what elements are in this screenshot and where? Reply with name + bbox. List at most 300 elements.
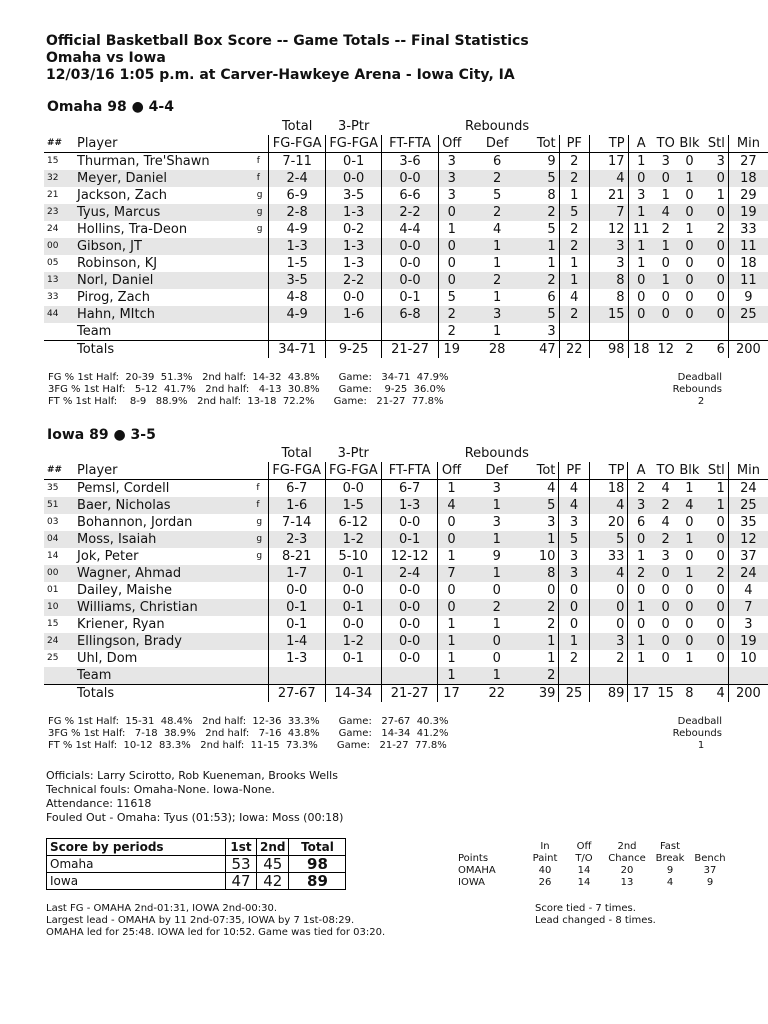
cell-def-reb: 1 bbox=[492, 617, 501, 632]
cell-def-reb: 1 bbox=[465, 531, 529, 548]
cell-pf: 2 bbox=[559, 153, 589, 171]
table-row bbox=[44, 514, 768, 531]
totals-row bbox=[44, 341, 768, 359]
cell-pf bbox=[559, 667, 589, 685]
team-row bbox=[44, 323, 768, 341]
cell-turnovers: 1 bbox=[654, 238, 678, 255]
cell-def-reb: 1 bbox=[465, 238, 529, 255]
deadball-value: 1 bbox=[697, 740, 705, 751]
cell-three-pt: 1-2 bbox=[325, 531, 382, 548]
points-cell: Points bbox=[458, 853, 489, 864]
cell-off-reb: 3 bbox=[438, 170, 465, 187]
cell-blocks: 0 bbox=[678, 272, 702, 289]
sbp-2nd: 45 bbox=[257, 856, 289, 873]
cell-position bbox=[256, 667, 268, 685]
cell-turnovers: 12 bbox=[654, 341, 678, 359]
cell-position bbox=[256, 445, 268, 462]
cell-off-reb: 1 bbox=[438, 221, 465, 238]
cell-fg: 4-9 bbox=[269, 306, 326, 323]
box-score-table-iowa bbox=[44, 445, 768, 702]
cell-turnovers: 0 bbox=[661, 651, 670, 666]
cell-minutes: 12 bbox=[728, 531, 768, 548]
team-row bbox=[44, 667, 768, 685]
cell-player: Tyus, Marcus bbox=[77, 204, 257, 221]
cell-steals: 0 bbox=[716, 617, 725, 632]
cell-ft: 0-0 bbox=[382, 582, 438, 599]
officials: Officials: Larry Scirotto, Rob Kueneman, Brooks Wells bbox=[46, 769, 338, 782]
table-row bbox=[44, 238, 768, 255]
cell-tot-reb: Tot bbox=[529, 135, 559, 153]
cell-turnovers: 0 bbox=[654, 170, 678, 187]
cell-tp: 5 bbox=[589, 531, 628, 548]
cell-fg: 6-7 bbox=[268, 480, 325, 498]
cell-blocks: 0 bbox=[685, 549, 694, 564]
cell-def-reb: Def bbox=[465, 462, 529, 480]
shooting-percentages-iowa bbox=[48, 716, 449, 752]
cell-position bbox=[257, 341, 269, 359]
shooting-line: FG % 1st Half: 20-39 51.3% 2nd half: 14-32 43.8% Game: 34-71 47.9% bbox=[48, 372, 449, 383]
cell-fg: 7-14 bbox=[268, 514, 325, 531]
cell-fg: 2-4 bbox=[269, 170, 326, 187]
team-title-iowa: Iowa 89 ● 3-5 bbox=[47, 427, 156, 443]
points-cell: 13 bbox=[620, 877, 634, 888]
cell-def-reb: 5 bbox=[492, 188, 502, 203]
cell-pf: 5 bbox=[559, 531, 589, 548]
cell-blocks: 1 bbox=[685, 222, 694, 237]
cell-three-pt: 0-1 bbox=[325, 565, 382, 582]
cell-tot-reb bbox=[529, 445, 559, 462]
cell-position: f bbox=[257, 170, 269, 187]
cell-player: Norl, Daniel bbox=[77, 272, 257, 289]
cell-pf: 0 bbox=[559, 616, 589, 633]
cell-fg: 0-1 bbox=[268, 599, 325, 616]
cell-position bbox=[256, 650, 268, 667]
cell-def-reb: Def bbox=[465, 135, 529, 153]
cell-pf: 3 bbox=[559, 565, 589, 582]
cell-fg: 4-9 bbox=[269, 221, 326, 238]
cell-fg: 2-3 bbox=[268, 531, 325, 548]
cell-off-reb: 1 bbox=[438, 616, 465, 633]
cell-ft: 0-0 bbox=[382, 170, 438, 187]
shooting-line: 3FG % 1st Half: 5-12 41.7% 2nd half: 4-13 30.8% Game: 9-25 36.0% bbox=[48, 384, 446, 395]
cell-steals: 0 bbox=[701, 204, 728, 221]
box-score-table-omaha bbox=[44, 118, 768, 358]
cell-def-reb: 1 bbox=[465, 565, 529, 582]
cell-turnovers: TO bbox=[654, 135, 678, 153]
cell-steals: 6 bbox=[701, 341, 728, 359]
cell-player: Totals bbox=[77, 685, 256, 703]
cell-three-pt: 0-1 bbox=[325, 153, 382, 171]
cell-steals: 0 bbox=[701, 170, 728, 187]
cell-def-reb: 1 bbox=[492, 290, 502, 305]
cell-ft: 4-4 bbox=[382, 221, 438, 238]
cell-off-reb: 1 bbox=[438, 633, 465, 650]
cell-minutes: 4 bbox=[728, 582, 768, 599]
cell-def-reb: 0 bbox=[492, 583, 501, 598]
cell-blocks: Blk bbox=[679, 136, 700, 151]
cell-assists: 11 bbox=[628, 221, 654, 238]
cell-off-reb: 2 bbox=[438, 306, 465, 323]
cell-off-reb: 0 bbox=[438, 514, 465, 531]
cell-position: g bbox=[256, 531, 268, 548]
cell-position: f bbox=[256, 497, 268, 514]
cell-blocks: Blk bbox=[679, 463, 700, 478]
deadball-value: 2 bbox=[697, 396, 705, 407]
cell-three-pt: 1-6 bbox=[325, 306, 382, 323]
cell-off-reb: Off bbox=[438, 135, 465, 153]
cell-def-reb: 1 bbox=[492, 324, 502, 339]
rebounds-label: Rebounds bbox=[672, 384, 722, 395]
cell-three-pt: 3-Ptr bbox=[338, 119, 370, 134]
cell-assists: 0 bbox=[628, 531, 654, 548]
cell-pf: 3 bbox=[559, 514, 589, 531]
cell-blocks: 4 bbox=[677, 497, 701, 514]
cell-assists: 1 bbox=[628, 599, 654, 616]
cell-player: Uhl, Dom bbox=[77, 651, 138, 666]
cell-tp bbox=[589, 667, 628, 685]
cell-position bbox=[257, 238, 269, 255]
cell-minutes: 19 bbox=[728, 204, 768, 221]
cell-jersey bbox=[44, 323, 77, 341]
cell-position: f bbox=[256, 483, 260, 493]
cell-steals: 0 bbox=[701, 272, 728, 289]
cell-ft: 0-0 bbox=[382, 599, 438, 616]
cell-tot-reb: 0 bbox=[547, 583, 556, 598]
cell-tot-reb: 1 bbox=[547, 256, 556, 271]
cell-jersey: 51 bbox=[44, 497, 77, 514]
cell-assists: A bbox=[628, 462, 654, 480]
cell-blocks: 0 bbox=[685, 617, 694, 632]
cell-fg: FG-FGA bbox=[268, 462, 325, 480]
shooting-line: FG % 1st Half: 15-31 48.4% 2nd half: 12-36 33.3% Game: 27-67 40.3% bbox=[48, 716, 449, 727]
cell-jersey: 00 bbox=[44, 238, 77, 255]
cell-minutes: 24 bbox=[728, 480, 768, 498]
points-row bbox=[458, 865, 730, 877]
points-cell: T/O bbox=[575, 853, 593, 864]
cell-player: Team bbox=[76, 324, 112, 339]
cell-position bbox=[257, 289, 269, 306]
cell-blocks: 0 bbox=[685, 583, 694, 598]
cell-pf: 4 bbox=[559, 480, 589, 498]
cell-pf: 2 bbox=[559, 306, 589, 323]
score-by-periods-table bbox=[46, 838, 346, 890]
sbp-1st: 53 bbox=[226, 856, 257, 873]
cell-tp: 7 bbox=[589, 204, 628, 221]
cell-turnovers: 0 bbox=[654, 565, 678, 582]
cell-tp: TP bbox=[589, 135, 628, 153]
cell-steals: 3 bbox=[716, 154, 725, 169]
cell-tot-reb: 8 bbox=[529, 565, 559, 582]
points-cell: In bbox=[540, 841, 550, 852]
points-cell bbox=[458, 841, 526, 853]
technical-fouls: Technical fouls: Omaha-None. Iowa-None. bbox=[46, 783, 275, 796]
cell-tp: 33 bbox=[589, 548, 628, 565]
cell-tp: 3 bbox=[589, 255, 628, 272]
sbp-total: 89 bbox=[289, 873, 346, 890]
deadball-rebounds-iowa bbox=[660, 716, 722, 752]
cell-tot-reb: 5 bbox=[529, 306, 559, 323]
cell-three-pt: 5-10 bbox=[325, 548, 382, 565]
largest-lead: Largest lead - OMAHA by 11 2nd-07:35, IOWA by 7 1st-08:29. bbox=[46, 915, 355, 926]
cell-tp: 21 bbox=[589, 187, 628, 204]
cell-off-reb: 1 bbox=[438, 480, 465, 498]
cell-player: Meyer, Daniel bbox=[77, 170, 257, 187]
cell-three-pt: 0-0 bbox=[325, 170, 382, 187]
cell-minutes: 19 bbox=[728, 633, 768, 650]
cell-off-reb bbox=[438, 445, 465, 462]
cell-three-pt: 6-12 bbox=[325, 514, 382, 531]
cell-turnovers: 3 bbox=[661, 154, 670, 169]
cell-assists bbox=[628, 323, 654, 341]
cell-fg: 3-5 bbox=[269, 272, 326, 289]
cell-jersey: 32 bbox=[44, 170, 77, 187]
cell-fg: 1-5 bbox=[269, 255, 326, 272]
cell-turnovers: 2 bbox=[654, 497, 678, 514]
cell-tp bbox=[589, 445, 628, 462]
cell-three-pt bbox=[325, 667, 382, 685]
cell-steals: 0 bbox=[701, 306, 728, 323]
cell-ft: FT-FTA bbox=[382, 135, 438, 153]
cell-ft bbox=[382, 445, 438, 462]
cell-def-reb: 0 bbox=[465, 633, 529, 650]
cell-ft: 0-0 bbox=[382, 238, 438, 255]
cell-blocks: 1 bbox=[685, 651, 694, 666]
cell-turnovers: 0 bbox=[654, 633, 678, 650]
points-row bbox=[458, 877, 730, 889]
table-row bbox=[44, 272, 768, 289]
cell-player: Williams, Christian bbox=[77, 599, 256, 616]
cell-jersey: 04 bbox=[44, 531, 77, 548]
shooting-line: 3FG % 1st Half: 7-18 38.9% 2nd half: 7-16 43.8% Game: 14-34 41.2% bbox=[48, 728, 449, 739]
cell-def-reb: 28 bbox=[465, 341, 529, 359]
cell-jersey: 00 bbox=[44, 565, 77, 582]
cell-steals bbox=[701, 323, 728, 341]
cell-steals: 0 bbox=[716, 549, 725, 564]
cell-player: Pemsl, Cordell bbox=[77, 481, 170, 496]
cell-steals: 0 bbox=[701, 238, 728, 255]
cell-position bbox=[257, 306, 269, 323]
cell-steals: 0 bbox=[716, 515, 725, 530]
cell-steals: 0 bbox=[716, 256, 725, 271]
table-row bbox=[44, 531, 768, 548]
cell-player: Baer, Nicholas bbox=[77, 497, 256, 514]
table-row bbox=[44, 170, 768, 187]
cell-three-pt bbox=[325, 323, 382, 341]
cell-tot-reb: Tot bbox=[529, 462, 559, 480]
cell-assists bbox=[628, 445, 654, 462]
cell-fg: 4-8 bbox=[269, 289, 326, 306]
cell-assists: A bbox=[628, 135, 654, 153]
cell-position: g bbox=[256, 190, 263, 200]
cell-off-reb: 1 bbox=[438, 667, 465, 685]
cell-jersey bbox=[44, 685, 77, 703]
cell-jersey: 24 bbox=[44, 633, 77, 650]
cell-tot-reb: 1 bbox=[529, 238, 559, 255]
cell-tp: 0 bbox=[589, 582, 628, 599]
cell-minutes: 11 bbox=[728, 272, 768, 289]
cell-three-pt: 1-3 bbox=[325, 238, 382, 255]
cell-turnovers: 0 bbox=[661, 583, 670, 598]
cell-ft: 0-0 bbox=[382, 616, 438, 633]
cell-assists: 1 bbox=[628, 153, 654, 171]
cell-fg: Total bbox=[281, 119, 313, 134]
cell-steals: 1 bbox=[716, 481, 725, 496]
cell-assists: 0 bbox=[628, 272, 654, 289]
cell-turnovers: 2 bbox=[654, 531, 678, 548]
shooting-line: FT % 1st Half: 10-12 83.3% 2nd half: 11-15 73.3% Game: 21-27 77.8% bbox=[48, 740, 447, 751]
cell-fg: 34-71 bbox=[269, 341, 326, 359]
cell-def-reb: 1 bbox=[492, 256, 502, 271]
cell-off-reb: 0 bbox=[438, 238, 465, 255]
cell-steals: 0 bbox=[716, 651, 725, 666]
cell-off-reb: 0 bbox=[438, 272, 465, 289]
cell-jersey: 35 bbox=[47, 483, 59, 493]
cell-minutes: 29 bbox=[728, 187, 768, 204]
cell-three-pt: 1-3 bbox=[325, 204, 382, 221]
cell-tp: TP bbox=[589, 462, 628, 480]
cell-pf: 0 bbox=[559, 599, 589, 616]
team-title-omaha: Omaha 98 ● 4-4 bbox=[47, 99, 174, 115]
cell-tp: 0 bbox=[589, 599, 628, 616]
lead-changed: Lead changed - 8 times. bbox=[535, 915, 656, 926]
points-cell: Paint bbox=[532, 853, 558, 864]
cell-steals: Stl bbox=[701, 462, 728, 480]
cell-three-pt: 9-25 bbox=[325, 341, 382, 359]
cell-position: g bbox=[256, 224, 263, 234]
cell-pf: 25 bbox=[559, 685, 589, 703]
table-row bbox=[44, 204, 768, 221]
cell-ft: 0-0 bbox=[382, 514, 438, 531]
cell-blocks bbox=[677, 445, 701, 462]
points-cell: Chance bbox=[608, 853, 646, 864]
cell-three-pt: 1-3 bbox=[325, 255, 382, 272]
cell-jersey: 33 bbox=[47, 292, 59, 302]
cell-tp: 17 bbox=[589, 153, 628, 171]
cell-steals bbox=[701, 667, 728, 685]
cell-jersey bbox=[44, 341, 77, 359]
cell-fg bbox=[268, 667, 325, 685]
cell-off-reb: 7 bbox=[438, 565, 465, 582]
cell-def-reb: 2 bbox=[465, 170, 529, 187]
cell-tp: 4 bbox=[589, 497, 628, 514]
cell-assists bbox=[628, 667, 654, 685]
cell-turnovers: 0 bbox=[654, 306, 678, 323]
cell-steals: 0 bbox=[701, 633, 728, 650]
cell-tp: 4 bbox=[589, 565, 628, 582]
header-matchup: Omaha vs Iowa bbox=[46, 50, 166, 66]
cell-assists: 3 bbox=[628, 497, 654, 514]
cell-turnovers: 4 bbox=[661, 515, 670, 530]
cell-tp: 18 bbox=[589, 480, 628, 498]
points-header-bottom bbox=[458, 853, 730, 865]
cell-off-reb: Off bbox=[438, 462, 465, 480]
table-row bbox=[44, 255, 768, 272]
cell-off-reb: 1 bbox=[438, 650, 465, 667]
cell-turnovers: 3 bbox=[661, 549, 670, 564]
cell-jersey: 15 bbox=[47, 619, 59, 629]
cell-off-reb: 3 bbox=[438, 153, 465, 171]
points-cell: 9 bbox=[666, 865, 674, 876]
cell-blocks: 0 bbox=[678, 204, 702, 221]
cell-pf: 2 bbox=[559, 221, 589, 238]
cell-blocks: 8 bbox=[677, 685, 701, 703]
sbp-team: Omaha bbox=[47, 856, 226, 873]
cell-steals: 2 bbox=[716, 222, 725, 237]
points-cell bbox=[690, 841, 730, 853]
totals-row bbox=[44, 685, 768, 703]
cell-assists: 1 bbox=[628, 548, 654, 565]
cell-pf: 2 bbox=[559, 238, 589, 255]
last-fg: Last FG - OMAHA 2nd-01:31, IOWA 2nd-00:30. bbox=[46, 903, 278, 914]
cell-player: Player bbox=[77, 462, 256, 480]
sbp-row-omaha bbox=[47, 856, 346, 873]
cell-position bbox=[256, 616, 268, 633]
cell-assists: 17 bbox=[628, 685, 654, 703]
cell-off-reb: 3 bbox=[438, 187, 465, 204]
points-cell: 26 bbox=[538, 877, 552, 888]
cell-jersey: 05 bbox=[47, 258, 59, 268]
cell-turnovers bbox=[654, 118, 678, 135]
cell-fg: 1-6 bbox=[268, 497, 325, 514]
cell-tp: 3 bbox=[589, 633, 628, 650]
header-date-venue: 12/03/16 1:05 p.m. at Carver-Hawkeye Arena - Iowa City, IA bbox=[46, 67, 515, 83]
cell-tp bbox=[589, 118, 628, 135]
cell-ft: 0-0 bbox=[382, 255, 438, 272]
attendance: Attendance: 11618 bbox=[46, 797, 152, 810]
cell-steals bbox=[701, 445, 728, 462]
cell-def-reb: 2 bbox=[465, 599, 529, 616]
cell-blocks: 2 bbox=[678, 341, 702, 359]
cell-tp: 4 bbox=[589, 170, 628, 187]
cell-assists: 1 bbox=[628, 650, 654, 667]
cell-minutes: 7 bbox=[728, 599, 768, 616]
cell-minutes: 200 bbox=[728, 341, 768, 359]
cell-player: Team bbox=[77, 667, 256, 685]
cell-three-pt: 0-2 bbox=[325, 221, 382, 238]
cell-position bbox=[257, 272, 269, 289]
cell-assists: 0 bbox=[628, 170, 654, 187]
cell-turnovers: 1 bbox=[661, 188, 670, 203]
cell-minutes: 24 bbox=[728, 565, 768, 582]
cell-assists: 1 bbox=[628, 255, 654, 272]
cell-ft: 12-12 bbox=[382, 548, 438, 565]
cell-blocks: 0 bbox=[678, 306, 702, 323]
cell-turnovers: 4 bbox=[654, 204, 678, 221]
cell-off-reb: 4 bbox=[438, 497, 465, 514]
cell-three-pt: FG-FGA bbox=[325, 462, 382, 480]
cell-ft: FT-FTA bbox=[382, 462, 438, 480]
cell-player: Hollins, Tra-Deon bbox=[76, 222, 188, 237]
cell-player: Totals bbox=[77, 341, 257, 359]
cell-assists: 1 bbox=[628, 204, 654, 221]
cell-player: Wagner, Ahmad bbox=[77, 565, 256, 582]
cell-minutes: 9 bbox=[728, 289, 768, 306]
cell-position bbox=[256, 685, 268, 703]
column-group-header bbox=[44, 118, 768, 135]
cell-blocks bbox=[678, 323, 702, 341]
cell-assists: 1 bbox=[628, 238, 654, 255]
cell-three-pt: 0-0 bbox=[325, 289, 382, 306]
table-row bbox=[44, 565, 768, 582]
sbp-header-total: Total bbox=[289, 839, 346, 856]
points-cell: Fast bbox=[659, 841, 681, 852]
cell-ft bbox=[382, 118, 438, 135]
cell-def-reb: 22 bbox=[465, 685, 529, 703]
cell-position bbox=[256, 462, 268, 480]
cell-jersey: 01 bbox=[47, 585, 59, 595]
cell-fg: FG-FGA bbox=[269, 135, 326, 153]
cell-tot-reb: 4 bbox=[547, 481, 556, 496]
